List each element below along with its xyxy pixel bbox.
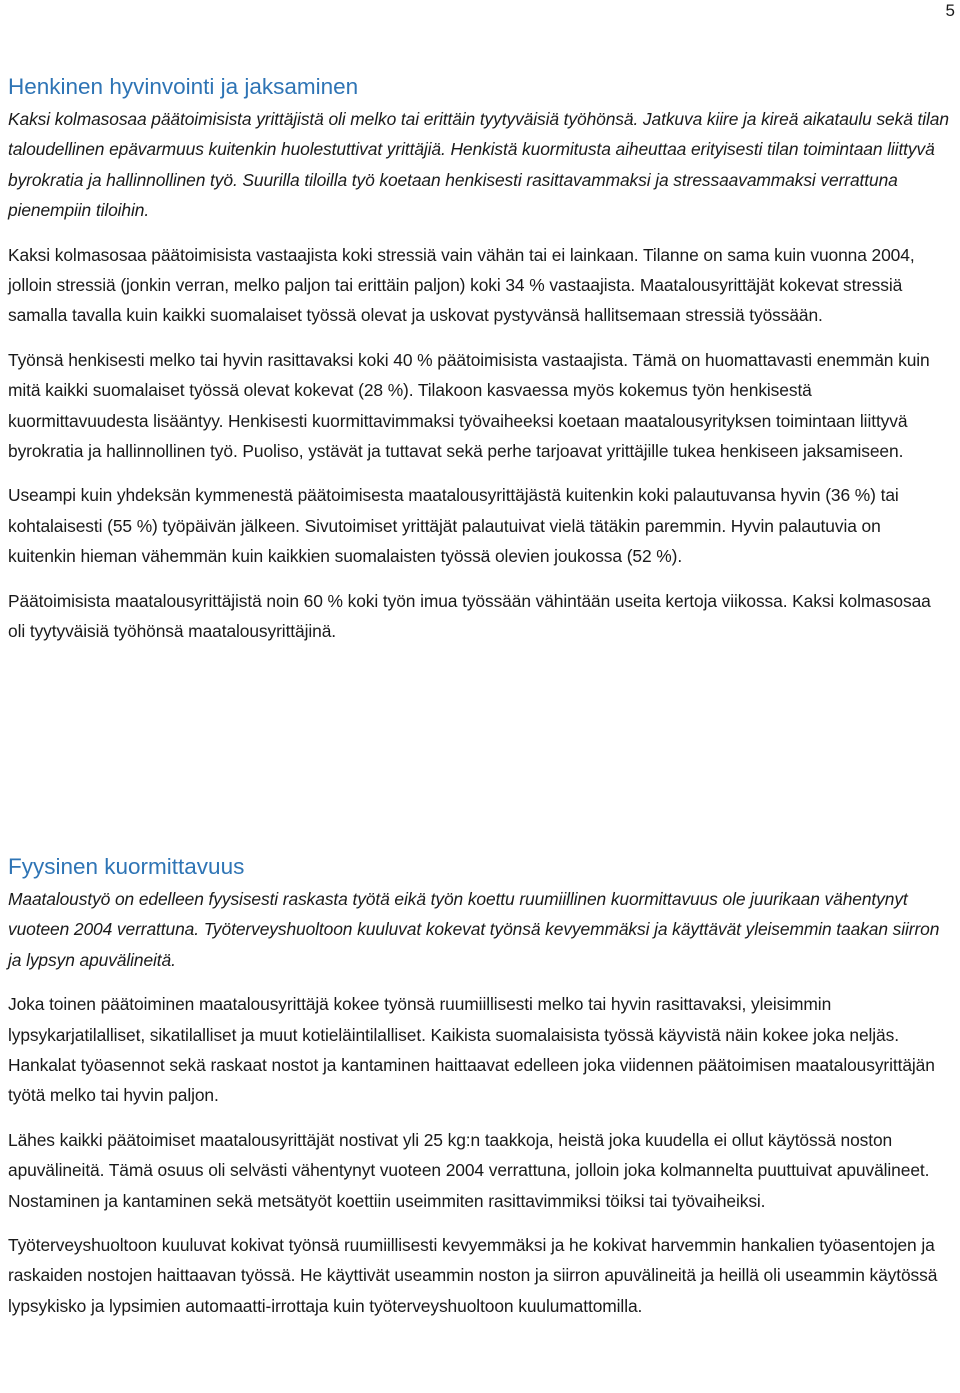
- section-mental-wellbeing: [8, 70, 952, 661]
- section-physical-load: [8, 850, 952, 1335]
- body-paragraph: Päätoimisista maatalousyrittäjistä noin 60 % koki työn imua työssään vähintään useita kertoja viikossa. Kaksi kolmasosaa oli tyytyväisiä työhönsä maatalousyrittäjinä.: [8, 590, 931, 642]
- body-paragraph: Työterveyshuoltoon kuuluvat kokivat työnsä ruumiillisesti kevyemmäksi ja he kokivat harvemmin hankalien työasentojen ja raskaiden nostojen haittaavan työssä. He käyttivät useammin noston ja siirron apuvälineitä ja heillä oli useammin käytössä lypsykisko ja lypsimien automaatti-irrottaja kuin työterveyshuoltoon kuulumattomilla.: [8, 1235, 938, 1316]
- body-paragraph: Kaksi kolmasosaa päätoimisista vastaajista koki stressiä vain vähän tai ei lainkaan. Tilanne on sama kuin vuonna 2004, jolloin stressiä (jonkin verran, melko paljon tai erittäin paljon) koki 34 % vastaajista. Maatalousyrittäjät kokevat stressiä samalla tavalla kuin kaikki suomalaiset työssä olevat ja uskovat pystyvänsä hallitsemaan stressiä työssään.: [8, 244, 915, 326]
- body-paragraph: Työnsä henkisesti melko tai hyvin rasittavaksi koki 40 % päätoimisista vastaajista. Tämä on huomattavasti enemmän kuin mitä kaikki suomalaiset työssä olevat kokevat (28 %). Tilakoon kasvaessa myös kokemus työn henkisestä kuormittavuudesta lisääntyy. Henkisesti kuormittavimmaksi työvaiheeksi koetaan maatalousyrityksen toimintaan liittyvä byrokratia ja hallinnollinen työ. Puoliso, ystävät ja tuttavat sekä perhe tarjoavat yrittäjille tukea henkiseen jaksamiseen.: [8, 349, 930, 462]
- page-number: 5: [945, 1, 955, 20]
- section-lead-paragraph: Kaksi kolmasosaa päätoimisista yrittäjistä oli melko tai erittäin tyytyväisiä työhönsä. Jatkuva kiire ja kireä aikataulu sekä tilan taloudellinen epävarmuus kuitenkin huolestuttivat yrittäjiä. Henkistä kuormitusta aiheuttaa erityisesti tilan toimintaan liittyvä byrokratia ja hallinnollinen työ. Suurilla tiloilla työ koetaan henkisesti rasittavammaksi ja stressaavammaksi verrattuna pienempiin tiloihin.: [8, 109, 949, 221]
- section-lead-paragraph: Maataloustyö on edelleen fyysisesti raskasta työtä eikä työn koettu ruumiillinen kuormittavuus ole juurikaan vähentynyt vuoteen 2004 verrattuna. Työterveyshuoltoon kuuluvat kokevat työnsä kevyemmäksi ja käyttävät yleisemmin taakan siirron ja lypsyn apuvälineitä.: [8, 889, 940, 970]
- body-paragraph: Useampi kuin yhdeksän kymmenestä päätoimisesta maatalousyrittäjästä kuitenkin koki palautuvansa hyvin (36 %) tai kohtalaisesti (55 %) työpäivän jälkeen. Sivutoimiset yrittäjät palautuivat vielä tätäkin paremmin. Hyvin palautuvia on kuitenkin hieman vähemmän kuin kaikkien suomalaisten työssä olevien joukossa (52 %).: [8, 485, 899, 567]
- body-paragraph: Lähes kaikki päätoimiset maatalousyrittäjät nostivat yli 25 kg:n taakkoja, heistä joka kuudella ei ollut käytössä noston apuvälineitä. Tämä osuus oli selvästi vähentynyt vuoteen 2004 verrattuna, jolloin joka kolmannelta puuttuivat apuvälineet. Nostaminen ja kantaminen sekä metsätyöt koettiin useimmiten rasittavimmiksi töiksi tai työvaiheiksi.: [8, 1129, 930, 1211]
- section-heading: Henkinen hyvinvointi ja jaksaminen: [8, 74, 359, 99]
- body-paragraph: Joka toinen päätoiminen maatalousyrittäjä kokee työnsä ruumiillisesti melko tai hyvin rasittavaksi, yleisimmin lypsykarjatilalliset, sikatilalliset ja muut kotieläintilalliset. Kaikista suomalaisista työssä käyvistä näin kokee joka neljäs. Hankalat työasennot sekä raskaat nostot ja kantaminen haittaavat edelleen joka viidennen päätoimisen maatalousyrittäjän työtä melko tai hyvin paljon.: [8, 994, 935, 1106]
- section-heading: Fyysinen kuormittavuus: [8, 854, 245, 879]
